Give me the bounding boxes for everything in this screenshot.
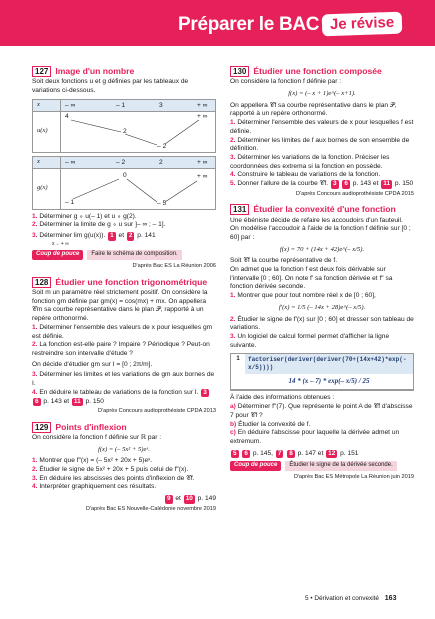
question: a) Déterminer f″(7). Que représente le point A de 𝒞f d'abscisse 7 pour 𝒞f ? (230, 403, 413, 419)
cas-input: factoriser(deriver(deriver(70+(14x+42)*exp(-x/5)))) (245, 354, 413, 374)
exercise-number: 131 (230, 204, 249, 215)
exercise-text: On appellera 𝒞f sa courbe représentative dans le plan 𝒫, rapporté à un repère orthonormé. (230, 101, 397, 118)
source-note: D'après Bac ES La Réunion 2006 (132, 263, 216, 270)
page-number: 163 (384, 595, 397, 602)
right-column (230, 66, 414, 488)
source-note: D'après Concours audioprothésiste CPDA 2015 (296, 190, 414, 197)
exercise-text: On modélise l'accoudoir à l'aide de la fonction f définie sur [0 ; 60] par : (230, 225, 411, 241)
question: 1. Déterminer l'ensemble des valeurs de x pour lesquelles gm est définie. (32, 323, 213, 340)
variation-table-g: x – ∞ – 2 2 + ∞ g(x) – 1 0 – 5 + ∞ (32, 156, 216, 210)
exercise-text: Une ébéniste décide de refaire les accoudoirs d'un fauteuil. (230, 216, 403, 224)
exercise-127-header (32, 66, 216, 77)
formula: f′(x) = 1/5 (– 14x + 28)e^(– x/5). (278, 303, 366, 311)
method-ref-badge[interactable]: 11 (383, 180, 391, 188)
hint-box (230, 461, 414, 471)
method-ref-badge[interactable]: 6 (244, 449, 248, 457)
method-ref-badge[interactable]: 7 (277, 449, 282, 457)
exercise-number: 127 (32, 66, 51, 77)
method-ref-badge[interactable]: 9 (166, 495, 171, 503)
exercise-text: À l'aide des informations obtenues : (230, 394, 335, 402)
method-ref-badge[interactable]: 11 (73, 397, 81, 405)
method-refs: 9 et 10 p. 149 (166, 495, 216, 503)
question: 1. Montrer que f″(x) = (– 5x² + 20x + 5)eˣ. (32, 457, 153, 465)
chapter-label: 5 • Dérivation et convexité (305, 595, 379, 602)
exercise-text: On décide d'étudier gm sur I = [0 ; 2π/m]. (32, 360, 153, 368)
exercise-title: Étudier une fonction trigonométrique (55, 276, 208, 287)
question: 4. Interpréter graphiquement ces résultats. (32, 483, 157, 491)
hint-tag: Coup de pouce (32, 250, 83, 260)
cas-line-body (245, 354, 413, 389)
method-ref-badge[interactable]: 6 (35, 397, 39, 405)
hint-text: Étudier le signe de la dérivée seconde. (285, 461, 396, 471)
left-column (32, 66, 216, 519)
question: 1. Déterminer l'ensemble des valeurs de x pour lesquelles f est définie. (230, 119, 414, 135)
method-ref-badge[interactable]: 1 (110, 232, 114, 240)
question: 4. Construire le tableau de variations de la fonction. (230, 171, 381, 179)
header-badge: Je révise (322, 12, 403, 37)
method-ref-badge[interactable]: 12 (328, 449, 336, 457)
question: 1. Déterminer g ∘ u(– 1) et u ∘ g(2). (32, 212, 137, 220)
exercise-130-header (230, 66, 414, 77)
exercise-intro: On considère la fonction f définie sur ℝ par : (32, 433, 162, 441)
method-ref-badge[interactable]: 10 (185, 495, 193, 503)
source-note: D'après Bac ES Nouvelle-Calédonie novembre 2019 (85, 505, 216, 512)
question: 2. Étudier le signe de f′(x) sur [0 ; 60] et dresser son tableau de variations. (230, 315, 414, 332)
source-note: D'après Bac ES Métropole La Réunion juin 2019 (293, 474, 414, 481)
cas-output: 14 * (x – 7) * exp(– x/5) / 25 (288, 377, 370, 386)
exercise-intro: Soit deux fonctions u et g définies par les tableaux de variations ci-dessous. (32, 78, 189, 95)
question: 5. Donner l'allure de la courbe 𝒞f. 3 6 p. 143 et 11 p. 150 (230, 180, 414, 188)
formula: f(x) = 70 + (14x + 42)e^(– x/5). (279, 245, 365, 253)
question: 3. En déduire les abscisses des points d'inflexion de 𝒞f. (32, 474, 195, 482)
exercise-number: 128 (32, 277, 51, 288)
exercise-128-header (32, 277, 216, 288)
exercise-number: 130 (230, 66, 249, 77)
variation-arrows (61, 112, 216, 152)
question: b) Étudier la convexité de f. (230, 420, 311, 428)
question: 3. Déterminer les variations de la fonction. Préciser les coordonnées des extrema si la fonction en possède. (230, 153, 390, 170)
method-ref-badge[interactable]: 8 (289, 449, 293, 457)
question: 3. Déterminer les limites et les variations de gm aux bornes de I. (32, 371, 215, 388)
question: 3. Un logiciel de calcul formel permet d'afficher la ligne suivante. (230, 332, 390, 349)
question: 4. En déduire le tableau de variations de la fonction sur I. 3 6 p. 143 et 11 p. 150 (32, 388, 207, 405)
exercise-number: 129 (32, 422, 51, 433)
exercise-title: Image d'un nombre (55, 66, 135, 76)
variation-table-u: x – ∞ – 1 3 + ∞ u(x) 4 2 – 2 + ∞ (32, 99, 216, 153)
hint-tag: Coup de pouce (230, 461, 281, 471)
question: 1. Montrer que pour tout nombre réel x de [0 ; 60], (230, 292, 376, 300)
header-title: Préparer le BAC (178, 14, 320, 35)
method-ref-badge[interactable]: 2 (128, 232, 133, 240)
exercise-title: Étudier une fonction composée (253, 66, 382, 76)
source-note: D'après Concours audioprothésiste CPDA 2013 (98, 408, 216, 415)
formula: f(x) = (– x + 1)e^(– x+1). (288, 90, 356, 98)
page-footer (305, 594, 396, 603)
exercise-text: Soit m un paramètre réel strictement positif. On considère la fonction gm définie par gm(x) = cos(mx) + mx. On appellera 𝒞m sa courbe représentative dans le plan 𝒫, rapporté à un repère orthonormé. (32, 289, 208, 323)
question: 2. Étudier le signe de 5x² + 20x + 5 puis celui de f″(x). (32, 466, 189, 474)
question: 2. La fonction est-elle paire ? Impaire ? Périodique ? Peut-on restreindre son intervalle d'étude ? (32, 341, 210, 357)
method-ref-badge[interactable]: 3 (203, 388, 207, 396)
hint-box (32, 250, 216, 260)
cas-output-box (230, 353, 414, 391)
question: 2. Déterminer les limites de f aux bornes de son ensemble de définition. (230, 136, 410, 153)
exercise-131-header (230, 204, 414, 215)
question: 3. Déterminer lim g(u(x)). 1 et 2 p. 141 (32, 232, 156, 240)
method-ref-badge[interactable]: 5 (233, 449, 237, 457)
method-ref-badge[interactable]: 6 (344, 180, 348, 188)
exercise-129-header (32, 422, 216, 433)
cas-line-number: 1 (236, 356, 240, 363)
exercise-title: Points d'inflexion (55, 421, 127, 432)
limit-subscript: x→ + ∞ (52, 240, 69, 247)
question: c) En déduire l'abscisse pour laquelle la dérivée admet un extremum. (230, 429, 400, 445)
exercise-intro: On considère la fonction f définie par : (230, 78, 342, 86)
hint-text: Faire le schéma de composition. (87, 250, 181, 260)
formula: f(x) = (– 5x² + 5)eˣ. (98, 445, 150, 453)
question: 2. Déterminer la limite de g ∘ u sur ]– ∞ ; – 1]. (32, 221, 166, 229)
method-ref-badge[interactable]: 3 (332, 180, 337, 188)
exercise-text: Soit 𝒞f la courbe représentative de f. (230, 257, 338, 265)
variation-arrows (61, 169, 216, 209)
exercise-title: Étudier la convexité d'une fonction (253, 204, 396, 215)
page-header (0, 0, 435, 46)
exercise-text: On admet que la fonction f est deux fois dérivable sur l'intervalle [0 ; 60]. On note f′ sa fonction dérivée et f″ sa fonction dérivée seconde. (230, 266, 393, 291)
method-refs: 5 6 p. 145, 7 8 p. 147 et 12 p. 151 (233, 449, 359, 457)
